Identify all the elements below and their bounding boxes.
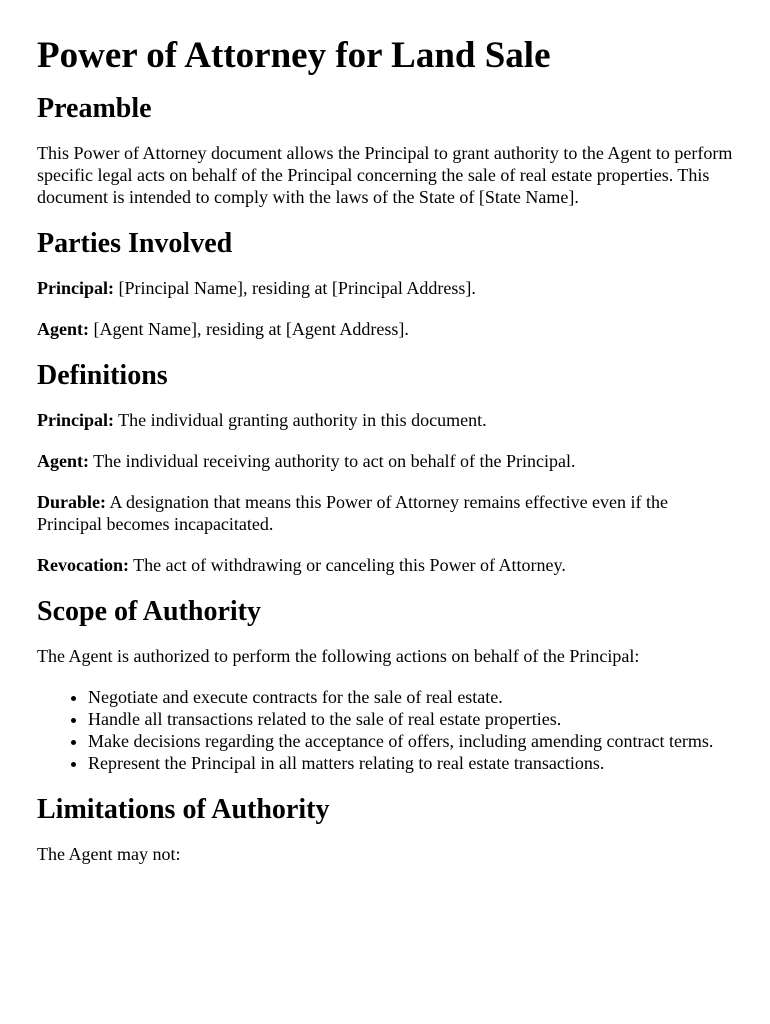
party-agent-label: Agent: (37, 319, 89, 339)
limitations-section (37, 793, 733, 865)
preamble-heading: Preamble (37, 93, 152, 124)
definition-term: Agent: (37, 451, 89, 471)
party-principal (37, 277, 733, 299)
definition-text: The individual granting authority in this document. (114, 410, 487, 430)
definition-durable (37, 491, 733, 535)
definition-text: The individual receiving authority to act on behalf of the Principal. (89, 451, 576, 471)
scope-heading: Scope of Authority (37, 596, 261, 627)
definition-text: A designation that means this Power of Attorney remains effective even if the Principal becomes incapacitated. (37, 492, 669, 534)
list-item: • Represent the Principal in all matters relating to real estate transactions. (88, 752, 733, 774)
parties-heading: Parties Involved (37, 228, 233, 259)
limitations-intro: The Agent may not: (37, 844, 181, 864)
list-item: • Make decisions regarding the acceptance of offers, including amending contract terms. (88, 730, 733, 752)
scope-section (37, 595, 733, 774)
scope-list (37, 686, 733, 774)
preamble-section (37, 92, 733, 208)
definition-principal (37, 409, 733, 431)
limitations-heading: Limitations of Authority (37, 794, 330, 825)
definition-term: Durable: (37, 492, 106, 512)
definitions-section (37, 359, 733, 576)
definitions-heading: Definitions (37, 360, 168, 391)
list-item: • Handle all transactions related to the sale of real estate properties. (88, 708, 733, 730)
preamble-text: This Power of Attorney document allows the Principal to grant authority to the Agent to perform specific legal acts on behalf of the Principal concerning the sale of real estate properties. This document is intended to comply with the laws of the State of [State Name]. (37, 143, 733, 207)
party-principal-label: Principal: (37, 278, 114, 298)
party-agent-text: [Agent Name], residing at [Agent Address]. (89, 319, 409, 339)
definition-revocation (37, 554, 733, 576)
document-title: Power of Attorney for Land Sale (37, 35, 551, 76)
definition-text: The act of withdrawing or canceling this Power of Attorney. (128, 555, 566, 575)
scope-intro: The Agent is authorized to perform the following actions on behalf of the Principal: (37, 646, 640, 666)
definition-agent (37, 450, 733, 472)
party-principal-text: [Principal Name], residing at [Principal Address]. (114, 278, 476, 298)
list-item: • Negotiate and execute contracts for the sale of real estate. (88, 686, 733, 708)
definition-term: Revocation: (37, 555, 129, 575)
party-agent (37, 318, 733, 340)
definition-term: Principal: (37, 410, 114, 430)
parties-section (37, 227, 733, 340)
